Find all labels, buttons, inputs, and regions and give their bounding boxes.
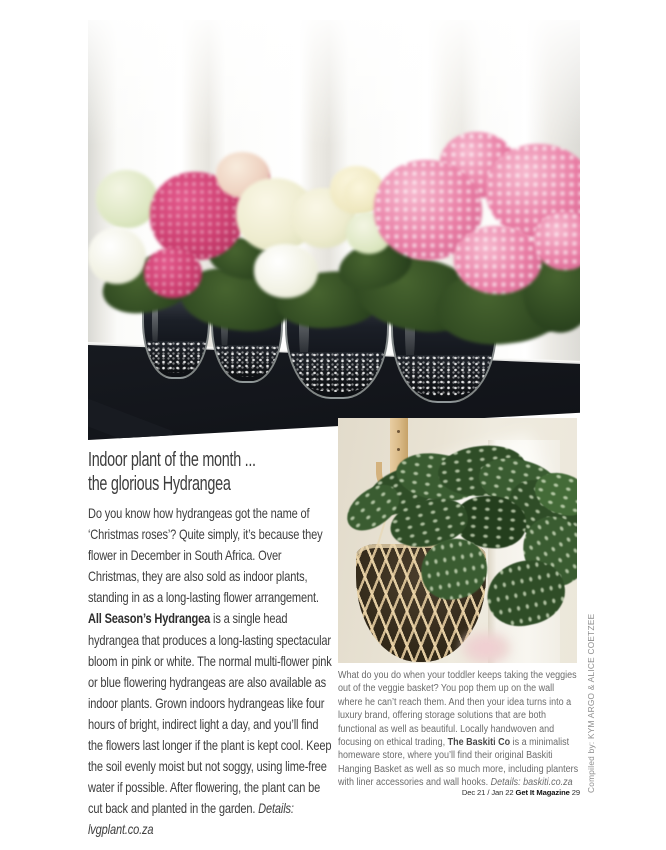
article-body-bold: All Season’s Hydrangea (88, 610, 211, 627)
hydrangea-bloom-white (88, 228, 146, 284)
caption-part2: is a minimalist homeware store, where you’ll find their original Baskiti Hanging Basket as well as so much more, including planters with liner accessories and wall hooks. (338, 737, 579, 789)
article-body-part2: is a single head hydrangea that produces a long-lasting spectacular bloom in pink or white. The normal multi-flower pink or blue flowering hydrangeas are also available as indoor plants. Grown indoors hydrangeas like four hours of bright, indirect light a day, and you’ll find the flowers last longer if the plant is kept cool. Keep the soil evenly moist but not soggy, using lime-free water if possible. After flowering, the plant can be cut back and planted in the garden. (88, 610, 332, 817)
caption-bold: The Baskiti Co (447, 737, 511, 749)
hydrangea-bloom-pink (454, 226, 542, 294)
hero-photo-hydrangeas (88, 20, 580, 440)
caption-part1: What do you do when your toddler keeps taking the veggies out of the veggie basket? You pop them up on the wall where he can’t reach them. And then your idea turns into a luxury brand, offering storage solutions that are both functional as well as beautiful. Locally handwoven and focusing on ethical trading, (338, 670, 577, 749)
page-footer (338, 788, 580, 797)
footer-issue: Dec 21 / Jan 22 (461, 788, 514, 797)
footer-magazine-name: Get It Magazine (515, 788, 570, 797)
article-title-line2: the glorious Hydrangea (88, 473, 231, 495)
caption-details-link: Details: baskiti.co.za (490, 777, 573, 789)
blurred-foreground-object (462, 632, 510, 663)
hydrangea-bloom-magenta (144, 248, 202, 298)
basket-caption (338, 669, 581, 790)
article-details-link: Details: lvgplant.co.za (88, 800, 294, 838)
compiled-by-credit: Compiled by: KYM ARGO & ALICE COETZEE (586, 613, 596, 793)
footer-page-number: 29 (571, 788, 580, 797)
hydrangea-bloom-green (96, 170, 158, 228)
screw-dot (397, 430, 400, 433)
article-body (88, 503, 334, 841)
article-title-line1: Indoor plant of the month ... (88, 449, 256, 471)
hydrangea-bloom-white (254, 244, 318, 298)
article-body-part1: Do you know how hydrangeas got the name of ‘Christmas roses’? Quite simply, it’s because they flower in December in South Africa. Over Christmas, they are also sold as indoor plants, standing in as a long-lasting flower arrangement. (88, 505, 323, 606)
